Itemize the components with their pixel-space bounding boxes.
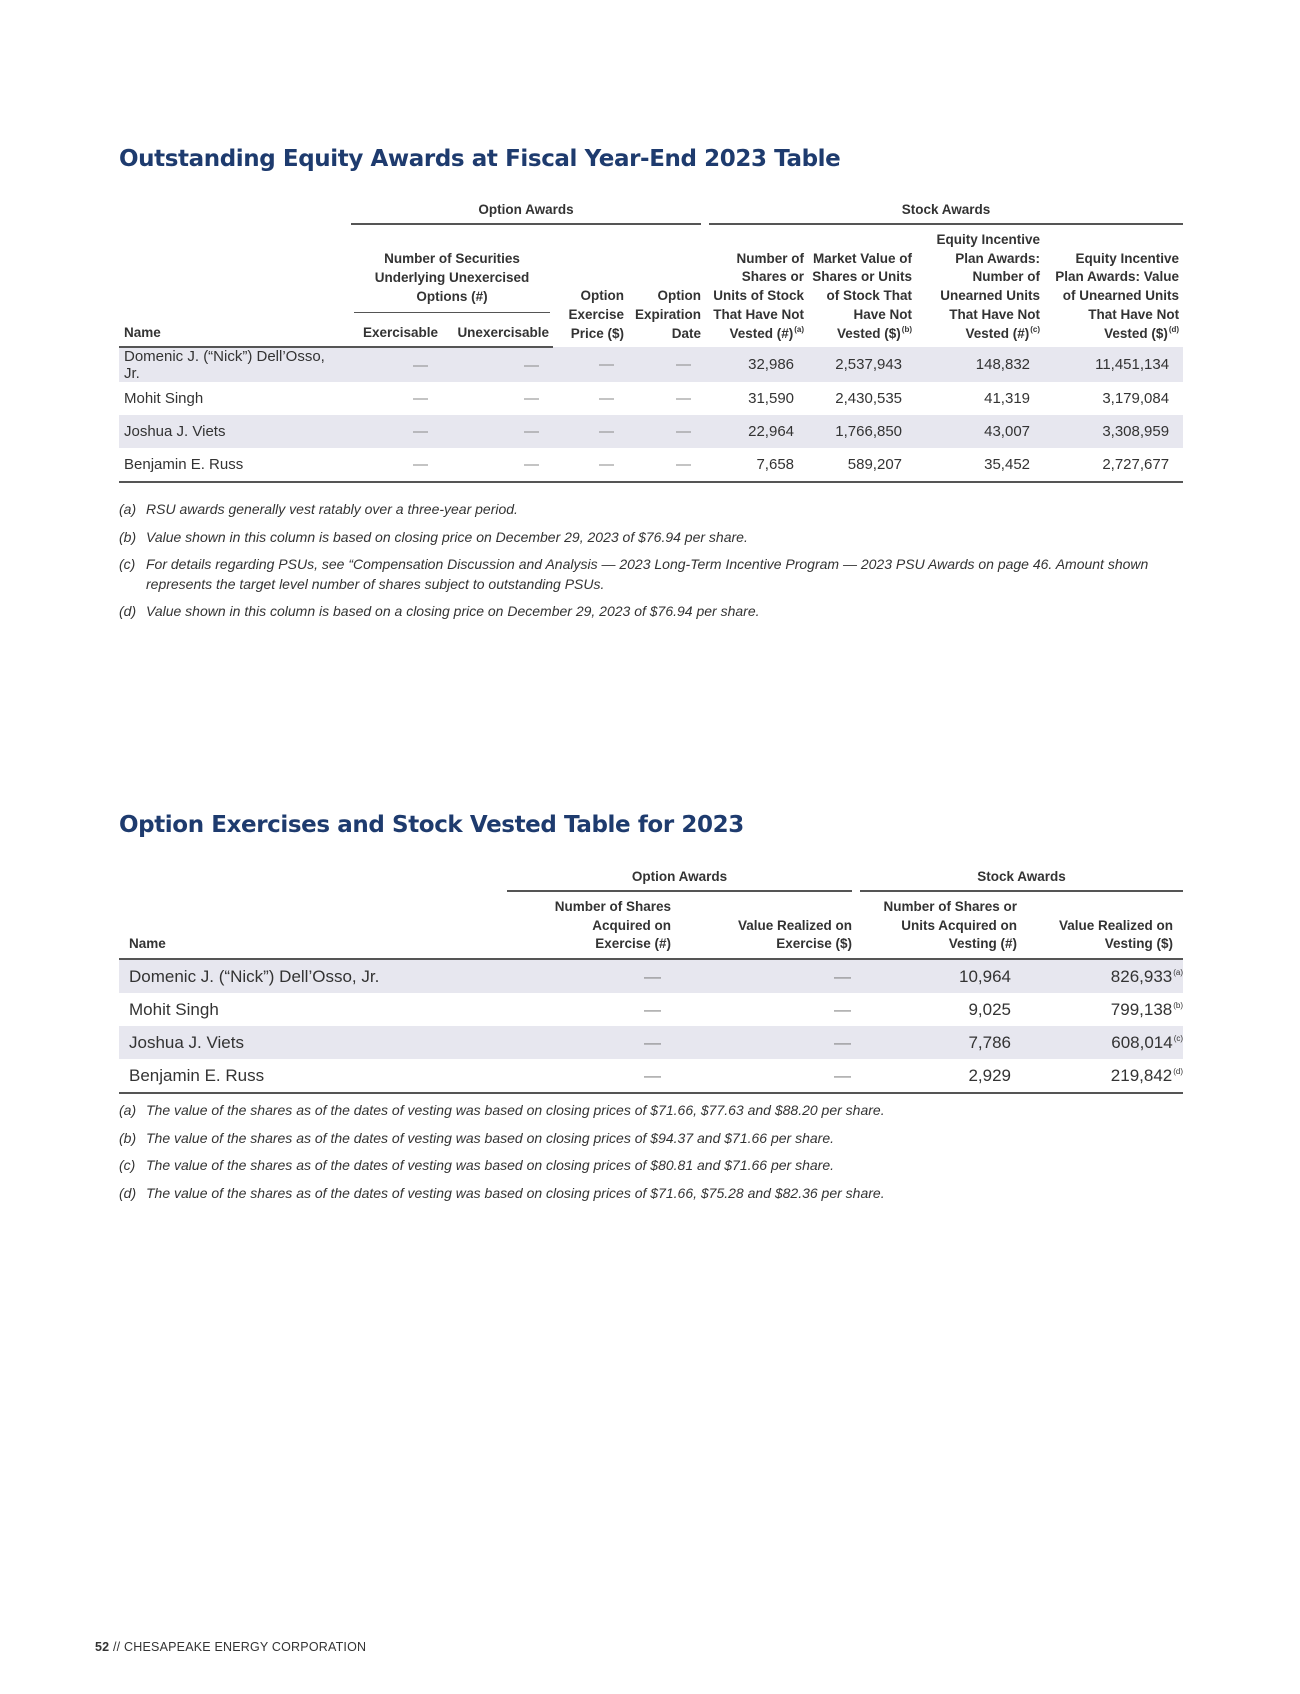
footnote: (d) The value of the shares as of the dates of vesting was based on closing prices of $71.66, $75.28 and $82.36 per share.: [119, 1184, 885, 1201]
shares-vesting-value: 7,786: [856, 1026, 1027, 1059]
name-header: Name: [119, 317, 351, 348]
option-expiration-date-header: Option Expiration Date: [635, 288, 702, 341]
option-exercise-price-header: Option Exercise Price ($): [568, 288, 624, 341]
footnote: (d) Value shown in this column is based on a closing price on December 29, 2023 of $76.94 per share.: [119, 603, 760, 619]
option-awards-group-header: Option Awards: [351, 202, 705, 231]
option-exercises-title: Option Exercises and Stock Vested Table for 2023: [119, 812, 744, 838]
shares-acquired-exercise-header: Number of Shares Acquired on Exercise (#): [507, 898, 681, 959]
row-name: Mohit Singh: [129, 999, 219, 1019]
exercisable-value: —: [351, 448, 442, 482]
incentive-value-value: 3,308,959: [1044, 415, 1183, 448]
unexercisable-value: —: [524, 390, 539, 408]
stock-awards-group-header: Stock Awards: [856, 869, 1183, 898]
value-exercise-value: —: [834, 999, 852, 1019]
incentive-number-value: 148,832: [916, 347, 1044, 382]
footnote: (b) The value of the shares as of the dates of vesting was based on closing prices of $94.37 and $71.66 per share.: [119, 1129, 834, 1146]
incentive-number-value: 43,007: [916, 415, 1044, 448]
shares-value: 32,986: [705, 347, 808, 382]
table-row: [119, 1026, 1183, 1059]
price-value: —: [553, 448, 628, 482]
footnote: (a) RSU awards generally vest ratably over a three-year period.: [119, 501, 518, 517]
table-row: [119, 382, 1183, 415]
incentive-value-header: Equity Incentive Plan Awards: Value of Unearned Units That Have Not Vested ($)$^{(d)}$: [1055, 250, 1180, 341]
value-exercise-value: —: [681, 1026, 856, 1059]
page-footer: [95, 1640, 366, 1654]
price-value: —: [553, 347, 628, 382]
value-exercise-value: —: [681, 959, 856, 993]
shares-value: 22,964: [705, 415, 808, 448]
exercisable-value: —: [351, 415, 442, 448]
unexercisable-value: —: [442, 415, 553, 448]
unexercisable-header: Unexercisable: [442, 317, 553, 348]
expiration-value: —: [676, 390, 692, 408]
row-name: Domenic J. (“Nick”) Dell’Osso, Jr.: [119, 347, 351, 382]
shares-acquired-vesting-header: Number of Shares or Units Acquired on Vesting (#): [856, 898, 1027, 959]
footnote: (a) The value of the shares as of the dates of vesting was based on closing prices of $71.66, $77.63 and $88.20 per share.: [119, 1102, 885, 1118]
exercisable-value: —: [351, 347, 442, 382]
table-row: [119, 993, 1183, 1026]
value-vesting-value: 826,933$^{(a)}$: [1027, 959, 1183, 993]
table-row: [119, 1059, 1183, 1093]
market-value-header: Market Value of Shares or Units of Stock That Have Not Vested ($)$^{(b)}$: [812, 250, 913, 341]
value-vesting-value: 608,014$^{(c)}$: [1027, 1026, 1183, 1059]
row-name: Mohit Singh: [124, 390, 204, 408]
footer-company: CHESAPEAKE ENERGY CORPORATION: [124, 1640, 367, 1654]
value-vesting-value: 799,138$^{(b)}$: [1110, 999, 1184, 1019]
row-name: Benjamin E. Russ: [119, 1059, 507, 1093]
table-row: [119, 415, 1183, 448]
page-number: 52: [95, 1640, 110, 1654]
row-name: Benjamin E. Russ: [119, 448, 351, 482]
shares-vesting-value: 2,929: [856, 1059, 1027, 1093]
market-value: 589,207: [808, 448, 916, 482]
shares-acquired-value: —: [644, 999, 661, 1019]
price-value: —: [553, 415, 628, 448]
row-name: Domenic J. (“Nick”) Dell’Osso, Jr.: [119, 959, 507, 993]
value-vesting-value: 219,842$^{(d)}$: [1027, 1059, 1183, 1093]
footer-separator: //: [113, 1640, 121, 1654]
footnote: (c) For details regarding PSUs, see “Compensation Discussion and Analysis — 2023 Long-Term Incentive Program — 2023 PSU Awards on page 46. Amount shown represents the target level number of shares subject to outstanding PSUs.: [119, 556, 1149, 592]
shares-vesting-value: 9,025: [968, 999, 1012, 1019]
shares-acquired-value: —: [507, 1026, 681, 1059]
shares-acquired-value: —: [507, 1059, 681, 1093]
unexercisable-value: —: [442, 347, 553, 382]
market-value: 2,537,943: [808, 347, 916, 382]
outstanding-equity-table: [119, 202, 1183, 483]
underlying-options-subheader: Number of Securities Underlying Unexercised Options (#): [351, 231, 553, 317]
value-realized-exercise-header: Value Realized on Exercise ($): [681, 898, 856, 959]
incentive-value-value: 2,727,677: [1044, 448, 1183, 482]
table-row: [119, 959, 1183, 993]
shares-vesting-value: 10,964: [856, 959, 1027, 993]
incentive-number-header: Equity Incentive Plan Awards: Number of Unearned Units That Have Not Vested (#)$^{(c)}$: [936, 232, 1041, 341]
market-value: 2,430,535: [835, 390, 903, 408]
name-header: Name: [119, 898, 507, 959]
outstanding-equity-title: Outstanding Equity Awards at Fiscal Year-End 2023 Table: [119, 146, 841, 172]
table2-footnotes: [119, 1101, 1189, 1211]
option-exercises-table: [119, 869, 1183, 1094]
exercisable-header: Exercisable: [351, 317, 442, 348]
expiration-value: —: [628, 415, 705, 448]
stock-awards-group-header: Stock Awards: [705, 202, 1183, 231]
incentive-number-value: 41,319: [984, 390, 1031, 408]
footnote: (b) Value shown in this column is based on closing price on December 29, 2023 of $76.94 per share.: [119, 528, 748, 545]
table-row: [119, 448, 1183, 482]
row-name: Joshua J. Viets: [119, 1026, 507, 1059]
shares-acquired-value: —: [507, 959, 681, 993]
shares-value: 7,658: [705, 448, 808, 482]
expiration-value: —: [628, 347, 705, 382]
value-realized-vesting-header: Value Realized on Vesting ($): [1027, 898, 1183, 959]
row-name: Joshua J. Viets: [119, 415, 351, 448]
incentive-value-value: 3,179,084: [1102, 390, 1170, 408]
table-row: [119, 347, 1183, 382]
shares-value: 31,590: [748, 390, 795, 408]
incentive-number-value: 35,452: [916, 448, 1044, 482]
value-exercise-value: —: [681, 1059, 856, 1093]
market-value: 1,766,850: [808, 415, 916, 448]
unexercisable-value: —: [442, 448, 553, 482]
incentive-value-value: 11,451,134: [1044, 347, 1183, 382]
option-awards-group-header: Option Awards: [507, 869, 856, 898]
expiration-value: —: [628, 448, 705, 482]
price-value: —: [599, 390, 614, 408]
footnote: (c) The value of the shares as of the dates of vesting was based on closing prices of $80.81 and $71.66 per share.: [119, 1157, 834, 1173]
exercisable-value: —: [413, 390, 428, 408]
table1-footnotes: [119, 500, 1189, 630]
shares-not-vested-header: Number of Shares or Units of Stock That Have Not Vested (#)$^{(a)}$: [713, 250, 805, 341]
